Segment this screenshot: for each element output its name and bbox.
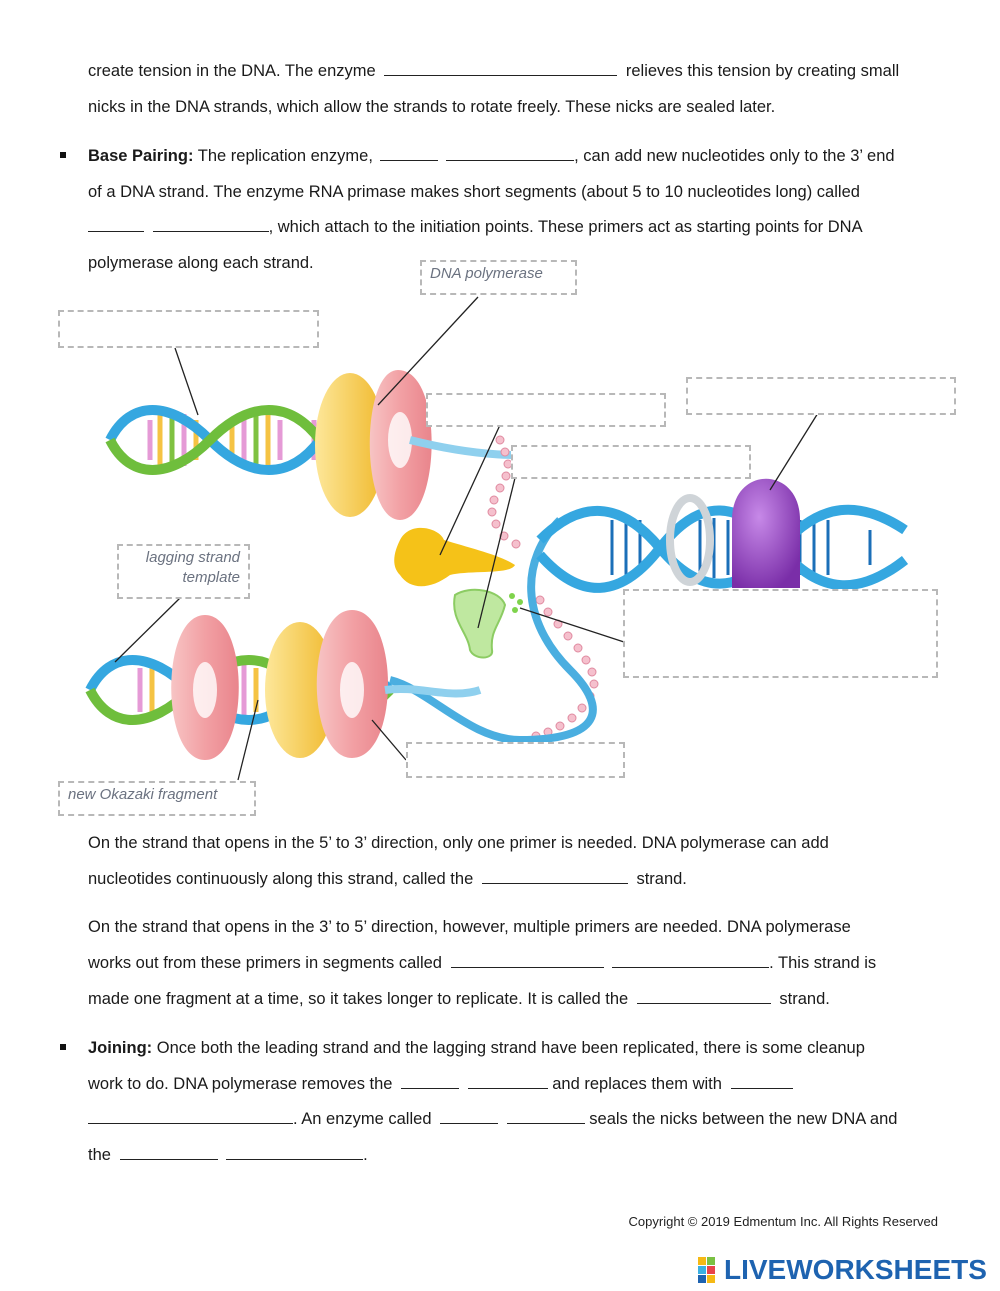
- text-segment: of a DNA strand. The enzyme RNA primase makes short segments (about 5 to 10 nucleotides long) called: [88, 183, 860, 201]
- text-segment: works out from these primers in segments called: [88, 954, 442, 972]
- drop-box-leading-strand[interactable]: [623, 589, 938, 678]
- label-new-okazaki-fragment: [58, 781, 256, 816]
- joining-line-2: [88, 1074, 793, 1094]
- text-segment: the: [88, 1146, 111, 1164]
- text-segment: seals the nicks between the new DNA and: [589, 1110, 898, 1128]
- liveworksheets-grid-icon: [698, 1257, 724, 1283]
- copyright-notice: Copyright © 2019 Edmentum Inc. All Rights Reserved: [628, 1214, 938, 1229]
- text-segment: . An enzyme called: [293, 1110, 432, 1128]
- bullet-icon: [60, 1044, 66, 1050]
- answer-blank-dna-2[interactable]: [731, 1074, 793, 1089]
- lagging-line-3: [88, 989, 830, 1009]
- text-segment: The replication enzyme,: [197, 147, 373, 165]
- base-pairing-heading: Base Pairing:: [88, 147, 194, 165]
- answer-blank-primers-2[interactable]: [468, 1074, 548, 1089]
- label-okazaki-text: new Okazaki fragment: [68, 786, 218, 803]
- drop-box-upper-left[interactable]: [58, 310, 319, 348]
- text-segment: , can add new nucleotides only to the 3’ end: [574, 147, 895, 165]
- answer-blank-leading[interactable]: [482, 869, 628, 884]
- text-segment: create tension in the DNA. The enzyme: [88, 62, 376, 80]
- text-segment: . This strand is: [769, 954, 877, 972]
- answer-blank-lagging[interactable]: [637, 989, 771, 1004]
- label-lagging-strand-template: [117, 544, 250, 599]
- liveworksheets-brand-text: LIVEWORKSHEETS: [724, 1254, 987, 1285]
- text-segment: strand.: [779, 990, 830, 1008]
- drop-box-ligase[interactable]: [406, 742, 625, 778]
- topoisomerase-shape: [732, 479, 800, 588]
- leading-line-1: [88, 833, 829, 853]
- answer-blank-fragments[interactable]: [612, 953, 769, 968]
- liveworksheets-logo: [698, 1255, 987, 1285]
- answer-blank-dna-3[interactable]: [440, 1109, 498, 1124]
- drop-box-rna-primer[interactable]: [511, 445, 751, 479]
- lagging-line-1: [88, 917, 851, 937]
- joining-line-4: [88, 1145, 368, 1165]
- answer-blank-original[interactable]: [120, 1145, 218, 1160]
- drop-box-primase[interactable]: [426, 393, 666, 427]
- text-segment: made one fragment at a time, so it takes longer to replicate. It is called the: [88, 990, 629, 1008]
- answer-blank-okazaki[interactable]: [451, 953, 604, 968]
- text-segment: .: [363, 1146, 368, 1164]
- text-segment: , which attach to the initiation points. These primers act as starting points for DNA: [268, 218, 863, 236]
- answer-blank-ligase[interactable]: [507, 1109, 585, 1124]
- right-parent-helix: [540, 510, 905, 588]
- label-lagging-line-2: template: [182, 569, 240, 586]
- text-segment: nucleotides continuously along this strand, called the: [88, 870, 474, 888]
- lower-polymerase-right-shape: [317, 610, 388, 758]
- text-segment: nicks in the DNA strands, which allow the strands to rotate freely. These nicks are sealed later.: [88, 98, 776, 116]
- lagging-line-2: [88, 953, 876, 973]
- text-segment: Once both the leading strand and the lagging strand have been replicated, there is some cleanup: [156, 1039, 865, 1057]
- text-segment: work to do. DNA polymerase removes the: [88, 1075, 393, 1093]
- joining-line-1: [88, 1038, 865, 1058]
- label-dna-polymerase: [420, 260, 577, 295]
- lower-polymerase-left-shape: [171, 615, 239, 760]
- joining-line-3: [88, 1109, 897, 1129]
- answer-blank-rna-2[interactable]: [401, 1074, 459, 1089]
- text-segment: strand.: [636, 870, 687, 888]
- lower-template-strand: [385, 689, 480, 694]
- label-dna-polymerase-text: DNA polymerase: [430, 265, 543, 282]
- text-segment: and replaces them with: [552, 1075, 722, 1093]
- label-lagging-line-1: lagging strand: [145, 549, 240, 566]
- answer-blank-nucleotides[interactable]: [88, 1109, 293, 1124]
- joining-heading: Joining:: [88, 1039, 153, 1057]
- text-segment: polymerase along each strand.: [88, 254, 314, 272]
- answer-blank-strands[interactable]: [226, 1145, 363, 1160]
- drop-box-topoisomerase[interactable]: [686, 377, 956, 415]
- text-segment: On the strand that opens in the 5’ to 3’ direction, only one primer is needed. DNA polymerase can add: [88, 834, 829, 852]
- text-segment: On the strand that opens in the 3’ to 5’ direction, however, multiple primers are needed. DNA polymerase: [88, 918, 851, 936]
- primase-shape: [394, 528, 515, 586]
- leading-line-2: [88, 869, 687, 889]
- text-segment: relieves this tension by creating small: [625, 62, 900, 80]
- nucleotide-dots: [509, 593, 523, 613]
